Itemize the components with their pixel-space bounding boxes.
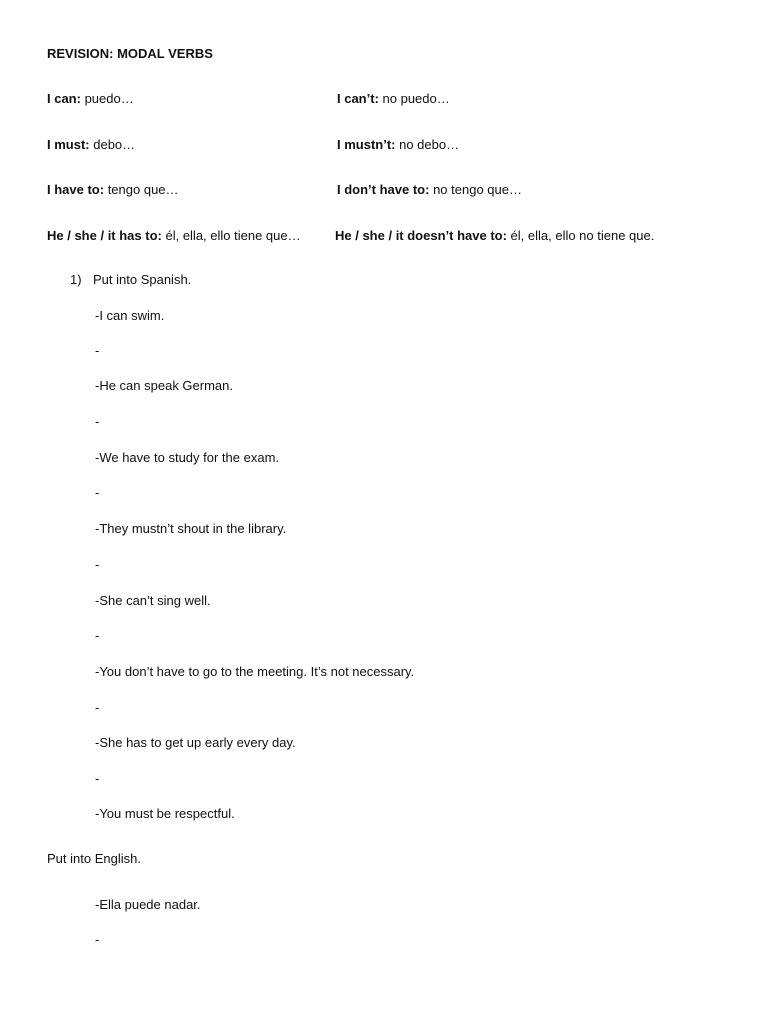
ref-must-term: I must: bbox=[47, 137, 90, 152]
ref-mustnt-term: I mustn’t: bbox=[337, 137, 396, 152]
ref-cant bbox=[337, 91, 450, 107]
exercise-1-item: -You must be respectful. bbox=[95, 806, 235, 821]
ref-have-to-term: I have to: bbox=[47, 182, 105, 197]
ref-has-to bbox=[47, 228, 301, 244]
ref-can bbox=[47, 91, 134, 107]
ref-can-translation: puedo… bbox=[80, 91, 134, 106]
ref-mustnt bbox=[337, 137, 459, 153]
ref-dont-have-to-term: I don’t have to: bbox=[337, 182, 430, 197]
ref-dont-have-to bbox=[337, 182, 522, 198]
exercise-1-item: -She can’t sing well. bbox=[95, 593, 211, 608]
ref-has-to-term: He / she / it has to: bbox=[47, 228, 162, 243]
ref-has-to-translation: él, ella, ello tiene que… bbox=[161, 228, 301, 243]
exercise-1-item: -We have to study for the exam. bbox=[95, 450, 280, 465]
exercise-1-answer-line: - bbox=[95, 343, 100, 358]
exercise-1-number: 1) bbox=[70, 272, 82, 287]
ref-cant-term: I can’t: bbox=[337, 91, 379, 106]
exercise-2-item: -Ella puede nadar. bbox=[95, 897, 201, 912]
exercise-1-item: -She has to get up early every day. bbox=[95, 735, 296, 750]
document-title: REVISION: MODAL VERBS bbox=[47, 46, 213, 61]
exercise-1-item: -He can speak German. bbox=[95, 378, 234, 393]
ref-must bbox=[47, 137, 135, 153]
exercise-1-answer-line: - bbox=[95, 628, 100, 643]
ref-doesnt-have-to-translation: él, ella, ello no tiene que. bbox=[506, 228, 655, 243]
ref-doesnt-have-to bbox=[335, 228, 654, 244]
exercise-1-item: -They mustn’t shout in the library. bbox=[95, 521, 287, 536]
exercise-1-answer-line: - bbox=[95, 557, 100, 572]
exercise-1-item: -You don’t have to go to the meeting. It’s not necessary. bbox=[95, 664, 415, 679]
ref-have-to-translation: tengo que… bbox=[104, 182, 179, 197]
exercise-1-instruction: Put into Spanish. bbox=[93, 272, 192, 287]
exercise-1-answer-line: - bbox=[95, 485, 100, 500]
exercise-2-instruction: Put into English. bbox=[47, 851, 141, 866]
exercise-2-answer-line: - bbox=[95, 932, 100, 947]
exercise-1-answer-line: - bbox=[95, 771, 100, 786]
ref-cant-translation: no puedo… bbox=[378, 91, 450, 106]
ref-dont-have-to-translation: no tengo que… bbox=[429, 182, 522, 197]
ref-must-translation: debo… bbox=[89, 137, 136, 152]
exercise-1-answer-line: - bbox=[95, 414, 100, 429]
ref-can-term: I can: bbox=[47, 91, 81, 106]
ref-have-to bbox=[47, 182, 179, 198]
exercise-1-item: -I can swim. bbox=[95, 308, 165, 323]
exercise-1-answer-line: - bbox=[95, 700, 100, 715]
ref-mustnt-translation: no debo… bbox=[395, 137, 460, 152]
ref-doesnt-have-to-term: He / she / it doesn’t have to: bbox=[335, 228, 507, 243]
